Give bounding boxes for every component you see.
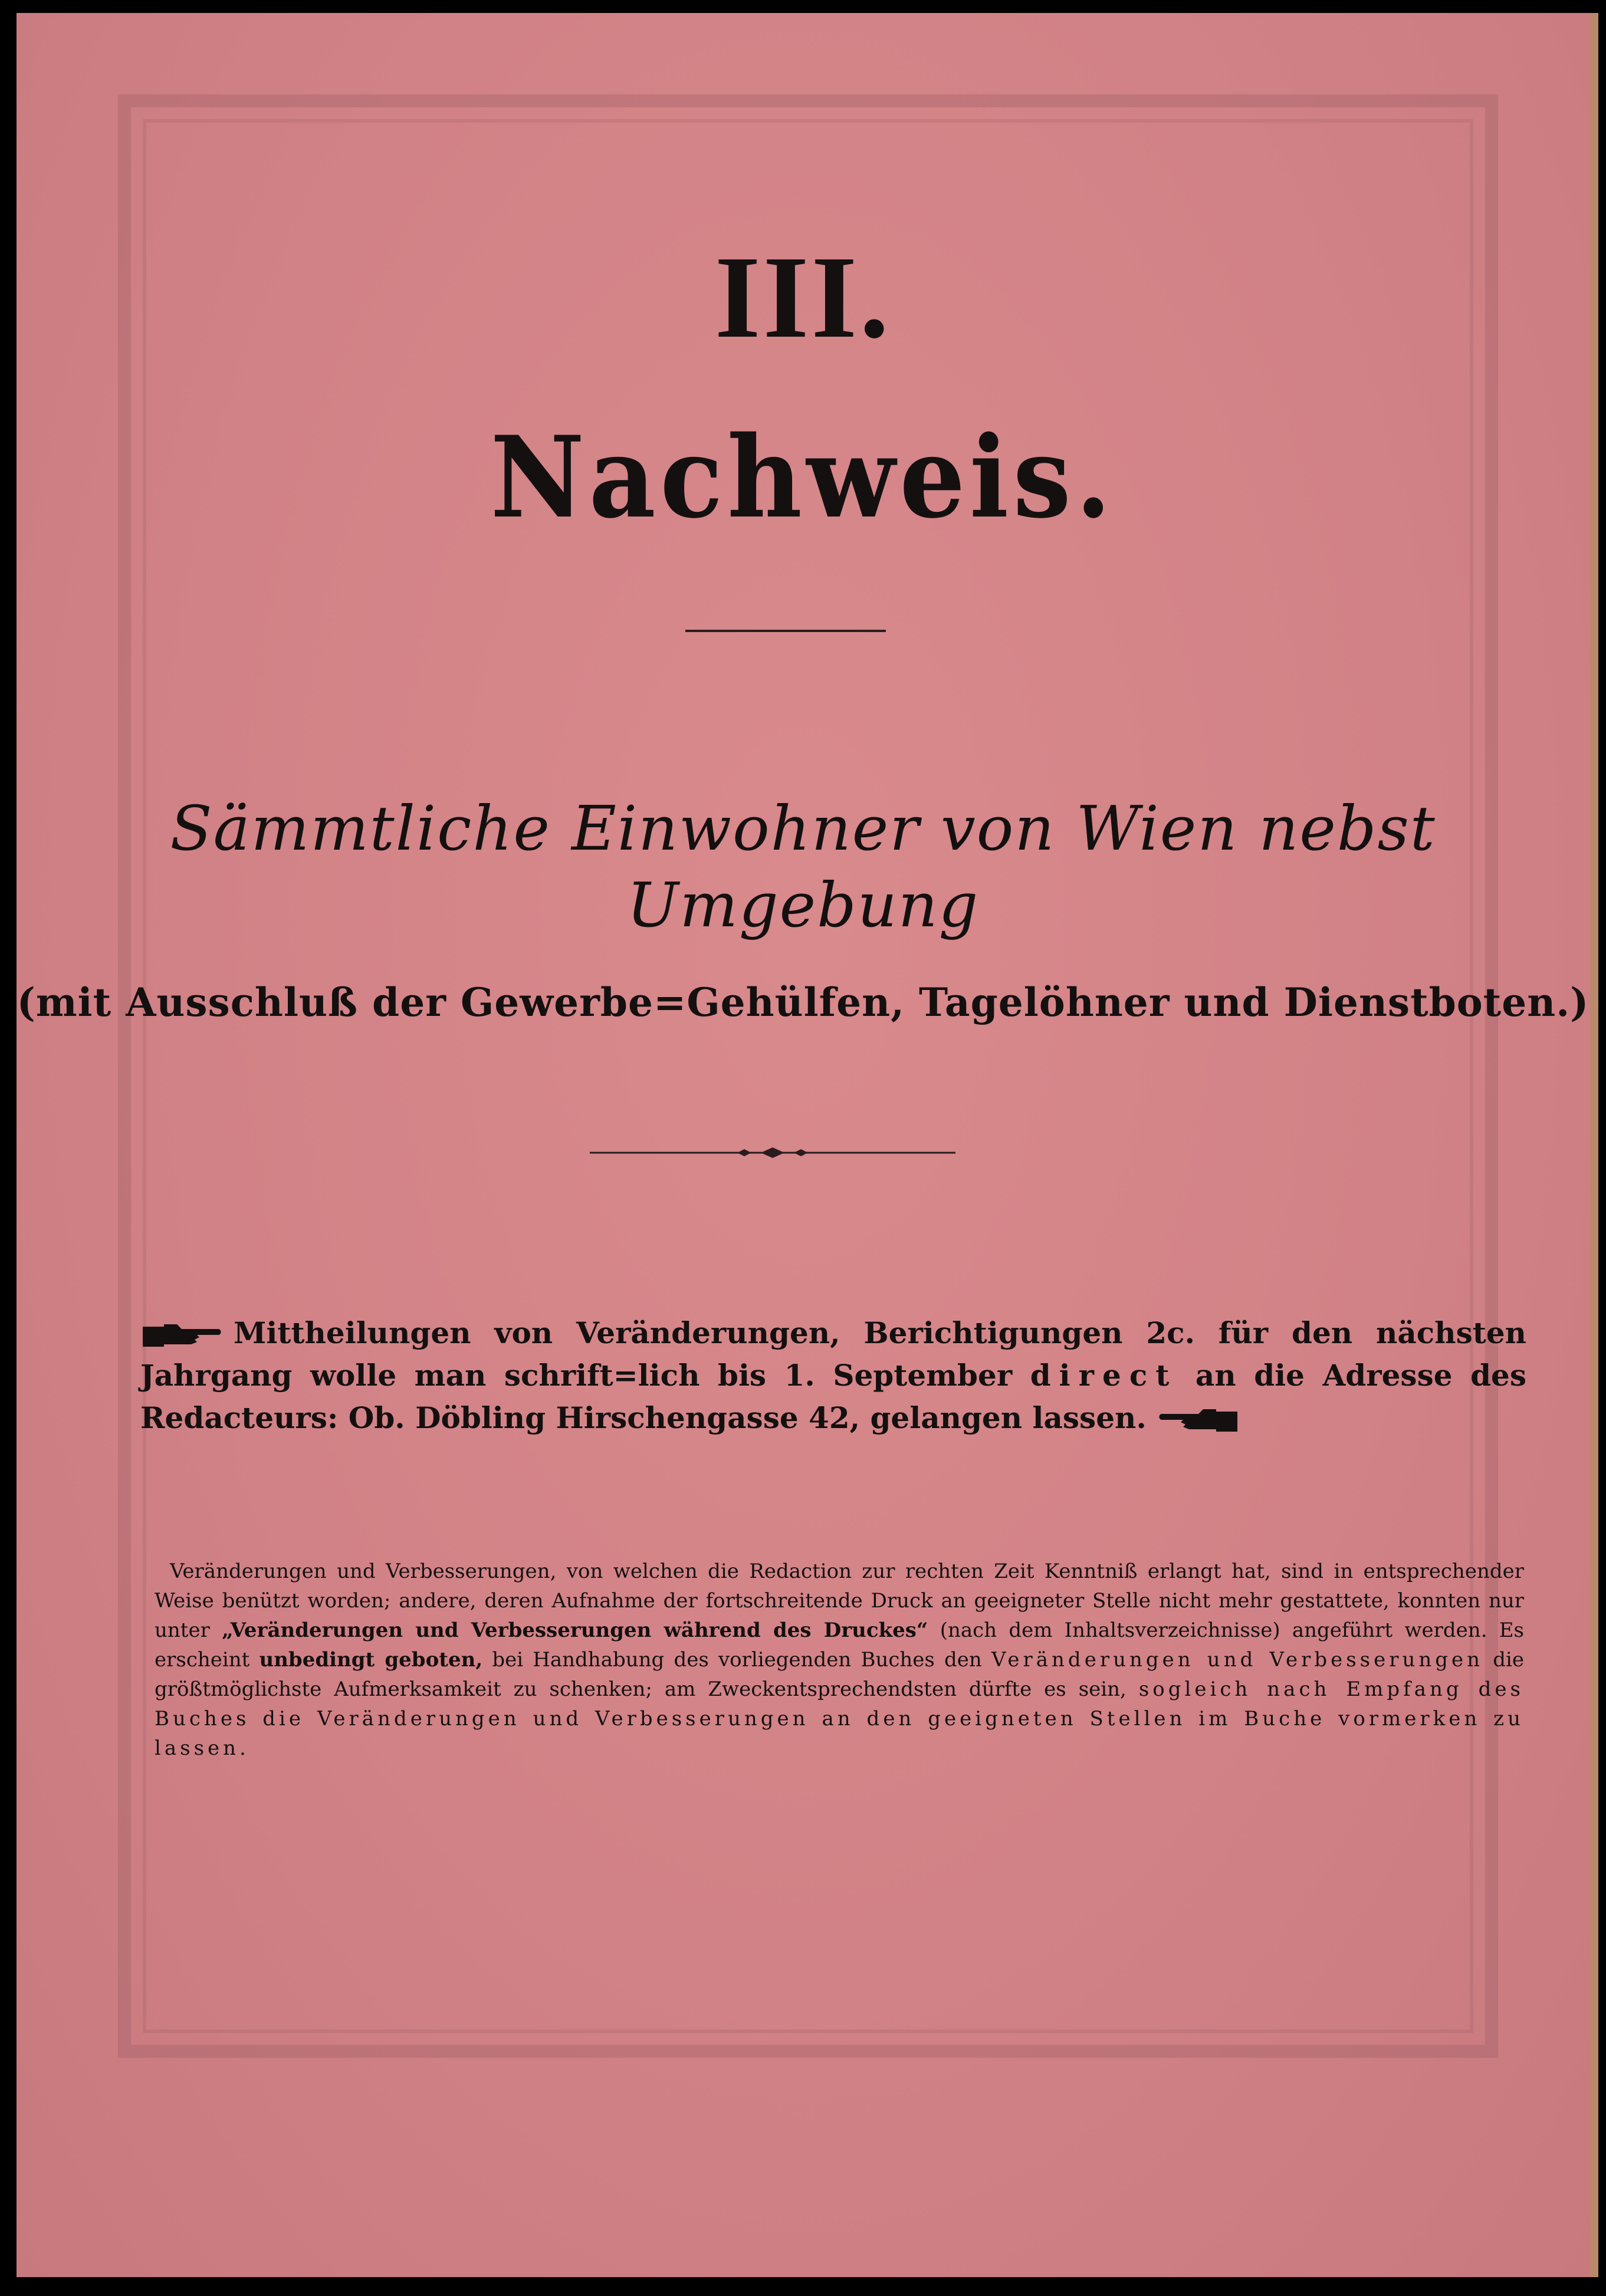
- subtitle-main: Sämmtliche Einwohner von Wien nebst Umgebung: [170, 792, 1436, 941]
- page-title: Nachweis.: [490, 412, 1116, 543]
- title-divider: [685, 630, 886, 632]
- pointing-hand-left-icon: [1157, 1406, 1240, 1435]
- paragraph-spaced-1: Veränderungen und Verbesserungen: [991, 1648, 1484, 1672]
- paragraph-bold-2: unbedingt geboten,: [259, 1648, 483, 1672]
- notice-block: [140, 1312, 1526, 1439]
- paragraph-bold-1: „Veränderungen und Verbesserungen während des Druckes“: [222, 1619, 928, 1642]
- show-through-border: [118, 94, 1498, 2058]
- notice-text-2: an die Adresse des Redacteurs: Ob. Döbling Hirschengasse 42, gelangen lassen.: [140, 1358, 1526, 1435]
- paragraph-spaced-2: sogleich nach Empfang des Buches die Veränderungen und Verbesserungen an den geeigneten Stellen im Buche vormerken zu lassen.: [155, 1677, 1524, 1760]
- notice-text-1: Mittheilungen von Veränderungen, Berichtigungen 2c. für den nächsten Jahrgang wolle man schrift=lich bis 1. September: [140, 1315, 1526, 1393]
- pointing-hand-right-icon: [140, 1321, 223, 1350]
- paragraph-text-1: Veränderungen und Verbesserungen, von welchen die Redaction zur rechten Zeit Kenntniß erlangt hat, sind in entsprechender Weise benützt worden; andere, deren Aufnahme der fortschreitende Druck an geeigneter Stelle nicht mehr gestattete, konnten nur unter: [155, 1560, 1524, 1642]
- ornament-divider-icon: [590, 1144, 955, 1162]
- paragraph-text-3: bei Handhabung des vorliegenden Buches den: [492, 1648, 982, 1672]
- subtitle-exclusion: (mit Ausschluß der Gewerbe=Gehülfen, Tagelöhner und Dienstboten.): [17, 979, 1589, 1025]
- section-number: III.: [714, 232, 892, 363]
- paragraph-text-4: die größtmöglichste Aufmerksamkeit zu schenken; am Zweckentsprechendsten dürfte es sein,: [155, 1648, 1524, 1701]
- corrections-paragraph: [155, 1557, 1524, 1763]
- notice-spaced-word: direct: [1030, 1358, 1178, 1393]
- paragraph-text-2: (nach dem Inhaltsverzeichnisse) angeführt werden. Es erscheint: [155, 1619, 1524, 1672]
